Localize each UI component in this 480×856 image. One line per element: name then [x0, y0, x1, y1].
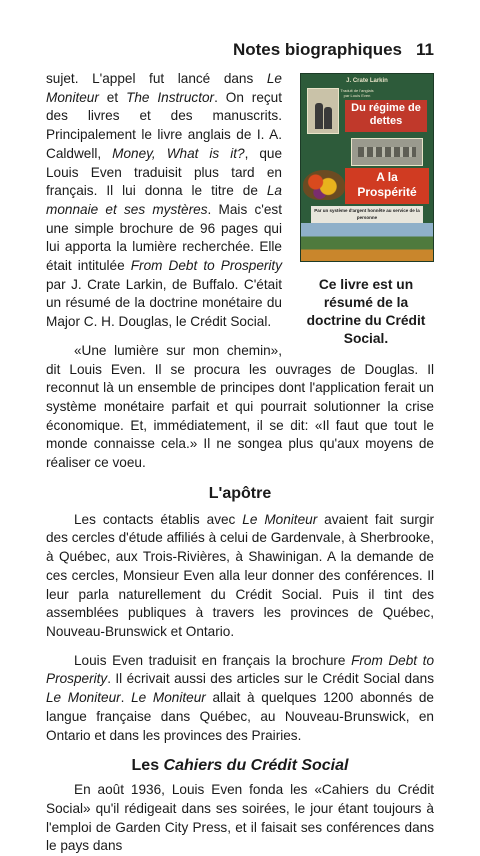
figure-caption: Ce livre est un résumé de la doctrine du Crédit Social. — [306, 277, 426, 346]
cover-author: J. Crate Larkin — [346, 78, 388, 84]
paragraph-3: Les contacts établis avec Le Moniteur avaient fait surgir des cercles d'étude affiliés à celui de Gardenvale, à Sherbrooke, à Québec, aux Trois-Rivières, à Shawinigan. A la demande de ces cercles, Monsieur Even alla leur donner des conférences. Il leur parla naturellement du Crédit Social. Puis il tint des assemblées publiques à travers les provinces de Québec, Nouveau-Brunswick et Ontario. — [46, 511, 434, 639]
page-number: 11 — [416, 40, 434, 59]
figure-block — [292, 70, 434, 348]
section-heading-apotre: L'apôtre — [208, 484, 272, 502]
page-body — [46, 70, 434, 856]
paragraph-4: Louis Even traduisit en français la brochure From Debt to Prosperity. Il écrivait aussi des articles sur le Crédit Social dans Le Moniteur. Le Moniteur allait à quelques 1200 abonnés de langue française dans Québec, au Nouveau-Brunswick, en Ontario et dans les provinces des Prairies. — [46, 652, 434, 743]
cover-translator-note: Traduit de l'anglais par Louis Even — [340, 88, 374, 98]
book-cover-image — [300, 73, 434, 262]
running-header — [46, 40, 434, 60]
cover-photo-crowd — [351, 138, 423, 166]
cover-photo-people — [307, 88, 339, 134]
paragraph-1: sujet. L'appel fut lancé dans Le Moniteur et The Instructor. On reçut des livres et des manuscrits. Principalement le livre anglais de I. A. Caldwell, Money, What is it?, que Louis Even traduisit plus tard en français. Il lui donna le titre de La monnaie et ses mystères. Mais c'est une simple brochure de 96 pages qui lui apporta la lumière recherchée. Elle était intitulée From Debt to Prosperity par J. Crate Larkin, de Buffalo. C'était un résumé de la doctrine monétaire du Major C. H. Douglas, le Crédit Social. — [46, 71, 283, 330]
section-heading-cahiers: Les Cahiers du Crédit Social — [131, 757, 349, 775]
paragraph-2: «Une lumière sur mon chemin», dit Louis Even. Il se procura les ouvrages de Douglas. Il reconnut là un ensemble de principes dont l'application ferait un système monétaire parfait et qui pourrait solutionner la crise économique. Et, immédiatement, il se dit: «Il faut que tout le monde connaisse cela.» Il ne songea plus qu'aux moyens de réaliser ce voeu. — [46, 342, 434, 471]
header-title: Notes biographiques — [232, 40, 403, 59]
cover-title-top: Du régime de dettes — [345, 100, 427, 132]
cover-landscape — [301, 223, 433, 261]
cover-fruit-basket — [303, 170, 345, 200]
cover-title-middle: A la Prospérité — [345, 168, 429, 204]
cover-subtitle: Par un système d'argent honnête au service de la personne — [311, 206, 423, 223]
paragraph-5: En août 1936, Louis Even fonda les «Cahiers du Crédit Social» qu'il rédigeait dans ses soirées, le jour étant toujours à l'emploi de Garden City Press, et il faisait ses conférences dans le pays dans — [46, 782, 434, 854]
